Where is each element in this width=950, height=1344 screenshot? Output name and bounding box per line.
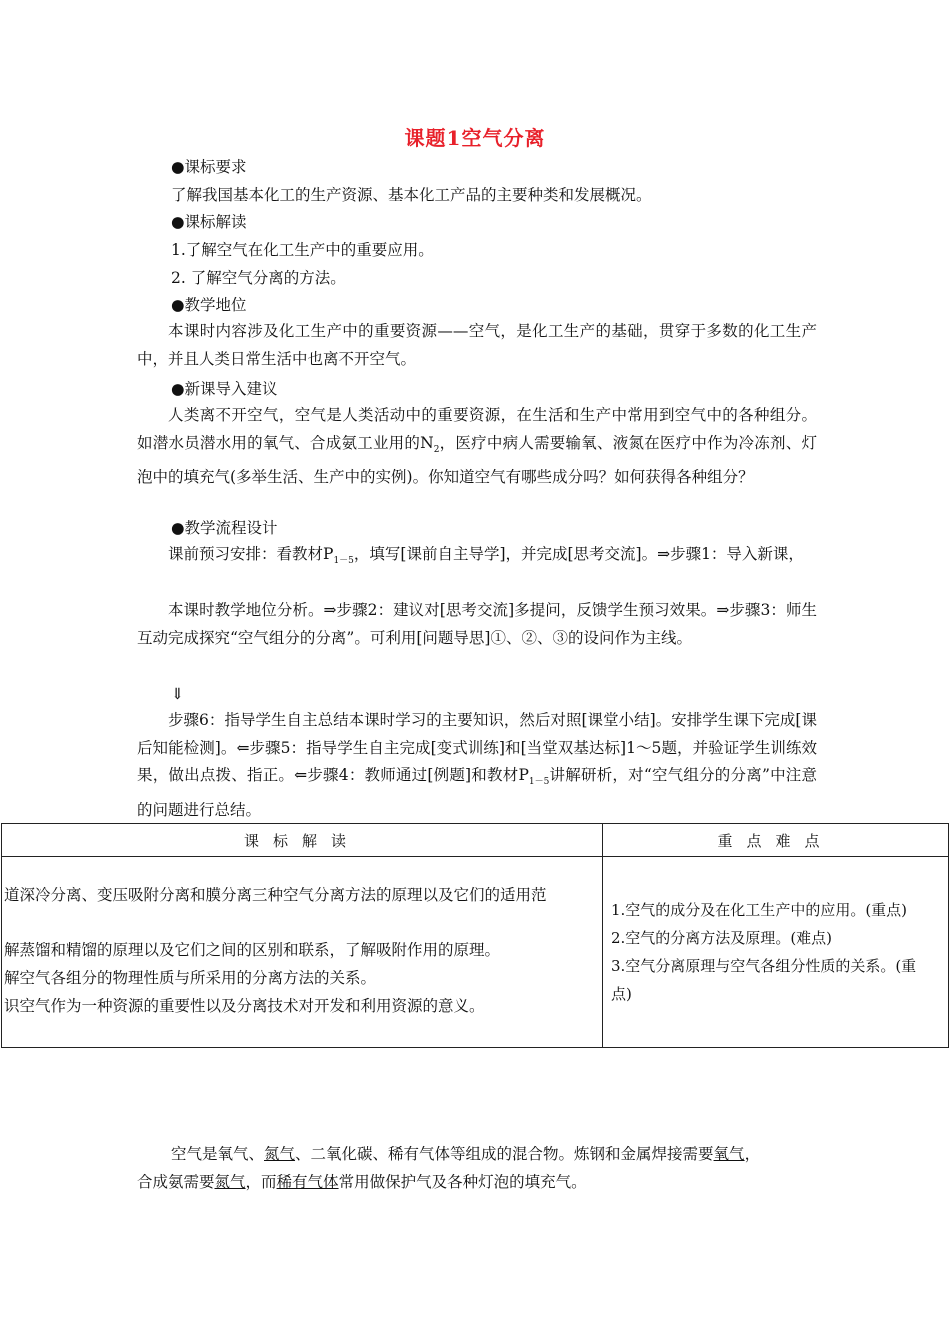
interp-item-1: 1.了解空气在化工生产中的重要应用。	[171, 241, 434, 259]
left-line-1: 道深冷分离、变压吸附分离和膜分离三种空气分离方法的原理以及它们的适用范	[4, 886, 547, 904]
flow-paragraph-2: 本课时教学地位分析。⇒步骤2：建议对[思考交流]多提问，反馈学生预习效果。⇒步骤3：师生互动完成探究“空气组分的分离”。可利用[问题导思]①、②、③的设问作为主线。	[137, 601, 817, 647]
flow-paragraph-1: 课前预习安排：看教材$P_{1-5}$，填写[课前自主导学]，并完成[思考交流]。⇒步骤1：导入新课，	[168, 545, 804, 567]
heading-standard-interp: ●课标解读	[171, 213, 247, 231]
blank-oxygen: 氧气	[713, 1145, 745, 1163]
right-line-4: 点)	[611, 985, 632, 1003]
standard-req-text: 了解我国基本化工的生产资源、基本化工产品的主要种类和发展概况。	[171, 186, 652, 204]
page-title: 课题1空气分离	[404, 126, 546, 150]
flow-paragraph-3: 步骤6：指导学生自主总结本课时学习的主要知识，然后对照[课堂小结]。安排学生课下完成[课后知能检测]。⇐步骤5：指导学生自主完成[变式训练]和[当堂双基达标]1～5题，并验证学生训练效果，做出点拨、指正。⇐步骤4：教师通过[例题]和教材$P_{1-5}$讲解研析，对“空气组分的分离”中注意的问题进行总结。	[137, 711, 818, 819]
table-header-left: 课标解读	[2, 824, 603, 857]
bottom-line-1: 空气是氧气、氮气、二氧化碳、稀有气体等组成的混合物。炼钢和金属焊接需要氧气，	[171, 1145, 761, 1163]
heading-flow: ●教学流程设计	[171, 519, 278, 537]
left-line-2: 解蒸馏和精馏的原理以及它们之间的区别和联系，了解吸附作用的原理。	[4, 941, 501, 959]
standards-table	[1, 823, 949, 1048]
table-header-right: 重点难点	[603, 824, 949, 857]
left-line-4: 识空气作为一种资源的重要性以及分离技术对开发和利用资源的意义。	[4, 997, 485, 1015]
table-right-cell	[603, 857, 949, 1048]
interp-item-2: 2. 了解空气分离的方法。	[171, 269, 346, 287]
heading-standard-req: ●课标要求	[171, 158, 247, 176]
blank-nitrogen-2: 氮气	[214, 1173, 246, 1191]
heading-teaching-position: ●教学地位	[171, 296, 247, 314]
bottom-line-2: 合成氨需要氮气，而稀有气体常用做保护气及各种灯泡的填充气。	[137, 1173, 587, 1191]
table-left-cell	[2, 857, 603, 1048]
intro-text: 人类离不开空气，空气是人类活动中的重要资源，在生活和生产中常用到空气中的各种组分。如潜水员潜水用的氧气、合成氨工业用的$N_2$，医疗中病人需要输氧、液氮在医疗中作为冷冻剂、灯泡中的填充气(多举生活、生产中的实例)。你知道空气有哪些成分吗？如何获得各种组分？	[137, 406, 817, 487]
blank-nitrogen-1: 氮气	[264, 1145, 296, 1163]
down-arrow-icon: ⇓	[171, 685, 184, 703]
teaching-position-text: 本课时内容涉及化工生产中的重要资源——空气，是化工生产的基础，贯穿于多数的化工生产中，并且人类日常生活中也离不开空气。	[137, 322, 817, 368]
right-line-1: 1.空气的成分及在化工生产中的应用。(重点)	[611, 901, 908, 919]
right-line-2: 2.空气的分离方法及原理。(难点)	[611, 929, 833, 947]
heading-intro: ●新课导入建议	[171, 380, 278, 398]
left-line-3: 解空气各组分的物理性质与所采用的分离方法的关系。	[4, 969, 377, 987]
right-line-3: 3.空气分离原理与空气各组分性质的关系。(重	[611, 957, 917, 975]
blank-rare-gas: 稀有气体	[276, 1173, 339, 1191]
